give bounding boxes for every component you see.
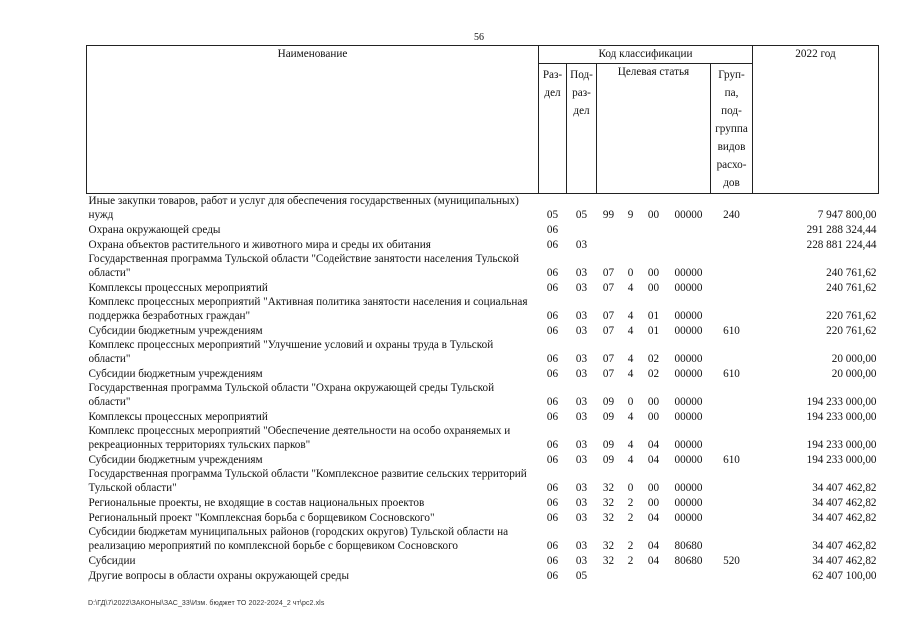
table-row xyxy=(87,280,879,295)
row-podrazdel: 03 xyxy=(575,454,588,466)
row-podrazdel: 03 xyxy=(575,396,588,408)
row-subprogram-type xyxy=(621,568,641,583)
row-subprogram: 00 xyxy=(647,411,660,423)
row-expense-type xyxy=(711,338,753,366)
table-row xyxy=(87,553,879,568)
row-amount: 194 233 000,00 xyxy=(806,439,877,451)
row-expense-type xyxy=(711,295,753,323)
row-amount: 240 761,62 xyxy=(826,282,877,294)
row-razdel: 06 xyxy=(546,224,559,236)
header-podrazdel: Под-раз-дел xyxy=(567,64,597,194)
row-amount: 34 407 462,82 xyxy=(812,482,877,494)
row-subprogram-type: 4 xyxy=(627,454,634,466)
table-row xyxy=(87,366,879,381)
row-subprogram: 00 xyxy=(647,282,660,294)
row-direction xyxy=(667,237,711,252)
row-subprogram-type: 2 xyxy=(627,497,634,509)
row-direction: 00000 xyxy=(674,325,703,337)
row-program: 07 xyxy=(602,353,615,365)
file-path-footer: D:\ГД\7\2022\ЗАКОНЫ\ЗАС_33\Изм. бюджет ТО 2022-2024_2 чт\рс2.xls xyxy=(88,600,325,607)
row-subprogram-type: 0 xyxy=(627,482,634,494)
row-razdel: 06 xyxy=(546,439,559,451)
header-classification: Код классификации xyxy=(539,46,753,64)
row-expense-type xyxy=(711,525,753,553)
row-name: Комплекс процессных мероприятий "Улучшение условий и охраны труда в Тульской области" xyxy=(88,339,494,365)
row-program: 09 xyxy=(602,396,615,408)
row-direction xyxy=(667,222,711,237)
row-direction: 00000 xyxy=(674,310,703,322)
row-name: Государственная программа Тульской области "Охрана окружающей среды Тульской области" xyxy=(88,382,495,408)
row-amount: 220 761,62 xyxy=(826,325,877,337)
table-row xyxy=(87,510,879,525)
row-subprogram: 01 xyxy=(647,310,660,322)
row-subprogram-type: 9 xyxy=(627,209,634,221)
row-name: Субсидии xyxy=(88,555,136,567)
table-row xyxy=(87,409,879,424)
row-amount: 34 407 462,82 xyxy=(812,497,877,509)
row-podrazdel: 03 xyxy=(575,310,588,322)
table-row xyxy=(87,323,879,338)
row-name: Субсидии бюджетным учреждениям xyxy=(88,454,263,466)
row-program: 07 xyxy=(602,267,615,279)
header-name: Наименование xyxy=(87,46,539,194)
row-podrazdel: 03 xyxy=(575,512,588,524)
row-expense-type xyxy=(711,252,753,280)
row-podrazdel: 03 xyxy=(575,353,588,365)
table-row xyxy=(87,495,879,510)
row-expense-type xyxy=(711,237,753,252)
budget-document xyxy=(86,45,878,583)
row-expense-type xyxy=(711,409,753,424)
row-amount: 20 000,00 xyxy=(831,353,877,365)
row-razdel: 06 xyxy=(546,454,559,466)
header-razdel: Раз-дел xyxy=(539,64,567,194)
table-row xyxy=(87,295,879,323)
row-podrazdel: 03 xyxy=(575,325,588,337)
row-amount: 20 000,00 xyxy=(831,368,877,380)
row-subprogram-type: 4 xyxy=(627,368,634,380)
row-subprogram-type: 2 xyxy=(627,555,634,567)
row-program: 32 xyxy=(602,540,615,552)
row-expense-type xyxy=(711,424,753,452)
row-program: 07 xyxy=(602,310,615,322)
row-podrazdel: 03 xyxy=(575,540,588,552)
row-subprogram: 04 xyxy=(647,540,660,552)
row-name: Государственная программа Тульской области "Комплексное развитие сельских территорий Тульской области" xyxy=(88,468,527,494)
row-subprogram-type: 4 xyxy=(627,325,634,337)
table-row xyxy=(87,467,879,495)
row-subprogram: 02 xyxy=(647,368,660,380)
row-expense-type: 240 xyxy=(723,209,740,221)
row-amount: 34 407 462,82 xyxy=(812,555,877,567)
row-program xyxy=(597,237,621,252)
row-subprogram: 00 xyxy=(647,209,660,221)
row-subprogram: 00 xyxy=(647,482,660,494)
row-program xyxy=(597,222,621,237)
row-podrazdel xyxy=(567,222,597,237)
row-name: Охрана окружающей среды xyxy=(88,224,221,236)
row-amount: 34 407 462,82 xyxy=(812,540,877,552)
row-subprogram: 00 xyxy=(647,497,660,509)
row-program: 32 xyxy=(602,497,615,509)
row-podrazdel: 03 xyxy=(575,267,588,279)
row-expense-type: 610 xyxy=(723,325,740,337)
row-direction: 00000 xyxy=(674,497,703,509)
row-subprogram: 04 xyxy=(647,512,660,524)
row-expense-type xyxy=(711,467,753,495)
row-subprogram xyxy=(641,568,667,583)
row-amount: 194 233 000,00 xyxy=(806,454,877,466)
row-program: 09 xyxy=(602,439,615,451)
row-subprogram xyxy=(641,237,667,252)
row-subprogram-type: 2 xyxy=(627,540,634,552)
row-razdel: 06 xyxy=(546,555,559,567)
row-direction: 00000 xyxy=(674,439,703,451)
row-amount: 62 407 100,00 xyxy=(812,570,877,582)
row-podrazdel: 03 xyxy=(575,497,588,509)
row-name: Охрана объектов растительного и животного мира и среды их обитания xyxy=(88,239,431,251)
row-podrazdel: 05 xyxy=(575,570,588,582)
row-subprogram: 01 xyxy=(647,325,660,337)
row-razdel: 05 xyxy=(546,209,559,221)
row-direction: 80680 xyxy=(674,540,703,552)
row-name: Региональный проект "Комплексная борьба с борщевиком Сосновского" xyxy=(88,512,435,524)
row-subprogram: 00 xyxy=(647,396,660,408)
row-podrazdel: 03 xyxy=(575,239,588,251)
row-program: 07 xyxy=(602,325,615,337)
row-name: Субсидии бюджетным учреждениям xyxy=(88,325,263,337)
row-subprogram-type: 4 xyxy=(627,439,634,451)
table-row xyxy=(87,452,879,467)
row-expense-type xyxy=(711,568,753,583)
row-name: Государственная программа Тульской области "Содействие занятости населения Тульской области" xyxy=(88,253,519,279)
row-expense-type: 610 xyxy=(723,454,740,466)
row-program: 32 xyxy=(602,482,615,494)
row-subprogram: 04 xyxy=(647,439,660,451)
row-expense-type xyxy=(711,222,753,237)
row-podrazdel: 03 xyxy=(575,482,588,494)
row-razdel: 06 xyxy=(546,267,559,279)
row-name: Субсидии бюджетам муниципальных районов (городских округов) Тульской области на реализацию мероприятий по комплексной борьбе с борщевиком Сосновского xyxy=(88,526,509,552)
page-number: 56 xyxy=(474,32,484,43)
row-subprogram-type: 4 xyxy=(627,353,634,365)
budget-table xyxy=(86,45,879,583)
row-subprogram-type: 4 xyxy=(627,282,634,294)
row-direction: 00000 xyxy=(674,282,703,294)
row-razdel: 06 xyxy=(546,396,559,408)
row-program: 09 xyxy=(602,411,615,423)
row-podrazdel: 05 xyxy=(575,209,588,221)
row-name: Другие вопросы в области охраны окружающей среды xyxy=(88,570,350,582)
row-expense-type xyxy=(711,510,753,525)
row-amount: 240 761,62 xyxy=(826,267,877,279)
row-program: 32 xyxy=(602,512,615,524)
row-subprogram: 04 xyxy=(647,454,660,466)
row-amount: 228 881 224,44 xyxy=(806,239,877,251)
row-expense-type: 610 xyxy=(723,368,740,380)
row-name: Субсидии бюджетным учреждениям xyxy=(88,368,263,380)
row-program: 99 xyxy=(602,209,615,221)
row-direction: 00000 xyxy=(674,368,703,380)
row-subprogram-type: 0 xyxy=(627,396,634,408)
row-amount: 291 288 324,44 xyxy=(806,224,877,236)
row-podrazdel: 03 xyxy=(575,368,588,380)
row-program: 07 xyxy=(602,282,615,294)
row-razdel: 06 xyxy=(546,570,559,582)
table-row xyxy=(87,424,879,452)
row-name: Комплекс процессных мероприятий "Обеспечение деятельности на особо охраняемых и рекреационных территориях тульских парков" xyxy=(88,425,511,451)
row-subprogram-type xyxy=(621,237,641,252)
row-razdel: 06 xyxy=(546,282,559,294)
row-direction: 00000 xyxy=(674,512,703,524)
row-direction: 80680 xyxy=(674,555,703,567)
row-direction: 00000 xyxy=(674,411,703,423)
row-direction: 00000 xyxy=(674,209,703,221)
row-razdel: 06 xyxy=(546,310,559,322)
row-name: Иные закупки товаров, работ и услуг для обеспечения государственных (муниципальных) нужд xyxy=(88,195,519,221)
row-subprogram-type: 0 xyxy=(627,267,634,279)
row-direction: 00000 xyxy=(674,267,703,279)
row-name: Комплекс процессных мероприятий "Активная политика занятости населения и социальная поддержка безработных граждан" xyxy=(88,296,528,322)
table-row xyxy=(87,237,879,252)
row-name: Комплексы процессных мероприятий xyxy=(88,411,268,423)
table-row xyxy=(87,194,879,223)
row-podrazdel: 03 xyxy=(575,282,588,294)
row-podrazdel: 03 xyxy=(575,555,588,567)
row-razdel: 06 xyxy=(546,411,559,423)
row-razdel: 06 xyxy=(546,497,559,509)
row-direction: 00000 xyxy=(674,353,703,365)
row-name: Региональные проекты, не входящие в состав национальных проектов xyxy=(88,497,425,509)
table-row xyxy=(87,525,879,553)
row-program xyxy=(597,568,621,583)
table-row xyxy=(87,252,879,280)
row-subprogram: 04 xyxy=(647,555,660,567)
row-expense-type xyxy=(711,381,753,409)
row-expense-type xyxy=(711,280,753,295)
row-razdel: 06 xyxy=(546,368,559,380)
row-amount: 34 407 462,82 xyxy=(812,512,877,524)
row-direction: 00000 xyxy=(674,454,703,466)
header-expense-group: Груп-па, под-группа видов расхо-дов xyxy=(711,64,753,194)
row-direction xyxy=(667,568,711,583)
table-row xyxy=(87,338,879,366)
row-amount: 7 947 800,00 xyxy=(817,209,877,221)
table-row xyxy=(87,568,879,583)
row-name: Комплексы процессных мероприятий xyxy=(88,282,268,294)
row-amount: 194 233 000,00 xyxy=(806,411,877,423)
row-direction: 00000 xyxy=(674,396,703,408)
row-amount: 220 761,62 xyxy=(826,310,877,322)
row-razdel: 06 xyxy=(546,512,559,524)
row-subprogram: 02 xyxy=(647,353,660,365)
row-direction: 00000 xyxy=(674,482,703,494)
row-razdel: 06 xyxy=(546,239,559,251)
row-subprogram-type: 4 xyxy=(627,411,634,423)
row-program: 09 xyxy=(602,454,615,466)
row-podrazdel: 03 xyxy=(575,439,588,451)
row-subprogram: 00 xyxy=(647,267,660,279)
row-expense-type xyxy=(711,495,753,510)
row-expense-type: 520 xyxy=(723,555,740,567)
row-razdel: 06 xyxy=(546,482,559,494)
row-program: 32 xyxy=(602,555,615,567)
row-subprogram-type: 2 xyxy=(627,512,634,524)
row-razdel: 06 xyxy=(546,325,559,337)
row-subprogram-type: 4 xyxy=(627,310,634,322)
row-razdel: 06 xyxy=(546,540,559,552)
row-amount: 194 233 000,00 xyxy=(806,396,877,408)
row-program: 07 xyxy=(602,368,615,380)
table-row xyxy=(87,222,879,237)
header-year: 2022 год xyxy=(753,46,879,194)
row-subprogram-type xyxy=(621,222,641,237)
header-target-article: Целевая статья xyxy=(597,64,711,194)
row-subprogram xyxy=(641,222,667,237)
row-podrazdel: 03 xyxy=(575,411,588,423)
row-razdel: 06 xyxy=(546,353,559,365)
table-row xyxy=(87,381,879,409)
